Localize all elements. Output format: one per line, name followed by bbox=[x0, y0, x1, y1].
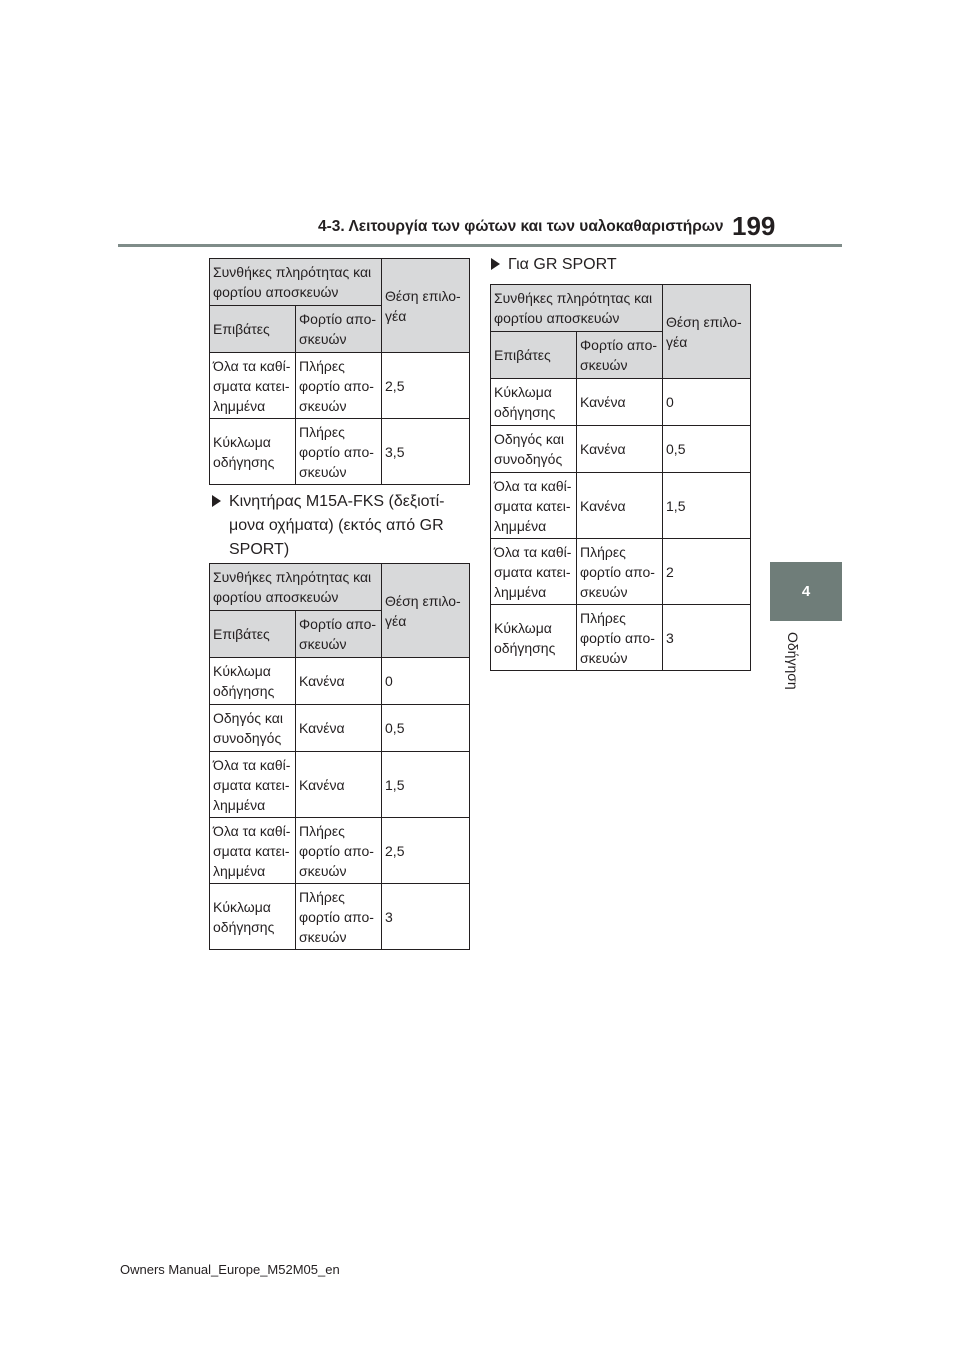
leveling-table-3 bbox=[490, 284, 751, 671]
page-number: 199 bbox=[732, 211, 776, 241]
header-position: Θέση επιλο- γέα bbox=[663, 285, 751, 379]
cell-position: 3 bbox=[382, 884, 470, 950]
cell-passengers: Κύκλωμα οδήγησης bbox=[491, 379, 577, 426]
header-luggage: Φορτίο απο- σκευών bbox=[296, 611, 382, 658]
section-heading-engine: Κινητήρας M15A-FKS (δεξιοτί- μονα οχήματα) (εκτός από GR SPORT) bbox=[212, 490, 445, 562]
cell-position: 2,5 bbox=[382, 818, 470, 884]
section-title: 4-3. Λειτουργία των φώτων και των υαλοκαθαριστήρων bbox=[318, 218, 724, 235]
cell-passengers: Κύκλωμα οδήγησης bbox=[210, 658, 296, 705]
table-row bbox=[210, 818, 470, 884]
leveling-table-1 bbox=[209, 258, 470, 485]
leveling-table-2 bbox=[209, 563, 470, 950]
triangle-bullet-icon bbox=[212, 495, 221, 507]
cell-passengers: Κύκλωμα οδήγησης bbox=[210, 884, 296, 950]
table-row bbox=[210, 884, 470, 950]
cell-luggage: Κανένα bbox=[577, 379, 663, 426]
cell-position: 0,5 bbox=[663, 426, 751, 473]
cell-passengers: Όλα τα καθί- σματα κατει- λημμένα bbox=[210, 818, 296, 884]
cell-luggage: Πλήρες φορτίο απο- σκευών bbox=[296, 818, 382, 884]
table-row bbox=[210, 752, 470, 818]
cell-luggage: Κανένα bbox=[296, 752, 382, 818]
cell-position: 2,5 bbox=[382, 353, 470, 419]
cell-position: 1,5 bbox=[663, 473, 751, 539]
cell-passengers: Οδηγός και συνοδηγός bbox=[491, 426, 577, 473]
triangle-bullet-icon bbox=[491, 258, 500, 270]
cell-luggage: Πλήρες φορτίο απο- σκευών bbox=[577, 605, 663, 671]
header-luggage: Φορτίο απο- σκευών bbox=[577, 332, 663, 379]
header-passengers: Επιβάτες bbox=[210, 306, 296, 353]
cell-passengers: Κύκλωμα οδήγησης bbox=[491, 605, 577, 671]
table-row bbox=[210, 658, 470, 705]
cell-passengers: Κύκλωμα οδήγησης bbox=[210, 419, 296, 485]
cell-passengers: Όλα τα καθί- σματα κατει- λημμένα bbox=[210, 752, 296, 818]
header-conditions: Συνθήκες πληρότητας και φορτίου αποσκευών bbox=[491, 285, 663, 332]
cell-luggage: Κανένα bbox=[296, 705, 382, 752]
table-row bbox=[491, 605, 751, 671]
cell-passengers: Οδηγός και συνοδηγός bbox=[210, 705, 296, 752]
chapter-number: 4 bbox=[801, 583, 811, 600]
header-conditions: Συνθήκες πληρότητας και φορτίου αποσκευών bbox=[210, 564, 382, 611]
cell-luggage: Κανένα bbox=[577, 473, 663, 539]
cell-position: 0 bbox=[663, 379, 751, 426]
header-position: Θέση επιλο- γέα bbox=[382, 564, 470, 658]
header-luggage: Φορτίο απο- σκευών bbox=[296, 306, 382, 353]
cell-position: 0,5 bbox=[382, 705, 470, 752]
table-row bbox=[491, 539, 751, 605]
cell-passengers: Όλα τα καθί- σματα κατει- λημμένα bbox=[210, 353, 296, 419]
cell-luggage: Πλήρες φορτίο απο- σκευών bbox=[296, 419, 382, 485]
table-row bbox=[210, 419, 470, 485]
cell-luggage: Πλήρες φορτίο απο- σκευών bbox=[296, 884, 382, 950]
cell-position: 3,5 bbox=[382, 419, 470, 485]
header-conditions: Συνθήκες πληρότητας και φορτίου αποσκευών bbox=[210, 259, 382, 306]
table-row bbox=[210, 353, 470, 419]
table-row bbox=[491, 379, 751, 426]
cell-luggage: Κανένα bbox=[577, 426, 663, 473]
section-heading-gr-sport: Για GR SPORT bbox=[491, 253, 617, 277]
table-row bbox=[491, 473, 751, 539]
cell-position: 3 bbox=[663, 605, 751, 671]
cell-position: 2 bbox=[663, 539, 751, 605]
cell-passengers: Όλα τα καθί- σματα κατει- λημμένα bbox=[491, 473, 577, 539]
chapter-label: Οδήγηση bbox=[785, 632, 801, 690]
table-row bbox=[210, 705, 470, 752]
cell-luggage: Πλήρες φορτίο απο- σκευών bbox=[577, 539, 663, 605]
header-divider bbox=[118, 244, 842, 247]
cell-luggage: Κανένα bbox=[296, 658, 382, 705]
cell-passengers: Όλα τα καθί- σματα κατει- λημμένα bbox=[491, 539, 577, 605]
cell-luggage: Πλήρες φορτίο απο- σκευών bbox=[296, 353, 382, 419]
footer-doc-id: Owners Manual_Europe_M52M05_en bbox=[120, 1262, 340, 1277]
header-position: Θέση επιλο- γέα bbox=[382, 259, 470, 353]
cell-position: 0 bbox=[382, 658, 470, 705]
chapter-tab bbox=[770, 562, 842, 621]
header-passengers: Επιβάτες bbox=[210, 611, 296, 658]
cell-position: 1,5 bbox=[382, 752, 470, 818]
table-row bbox=[491, 426, 751, 473]
header-passengers: Επιβάτες bbox=[491, 332, 577, 379]
